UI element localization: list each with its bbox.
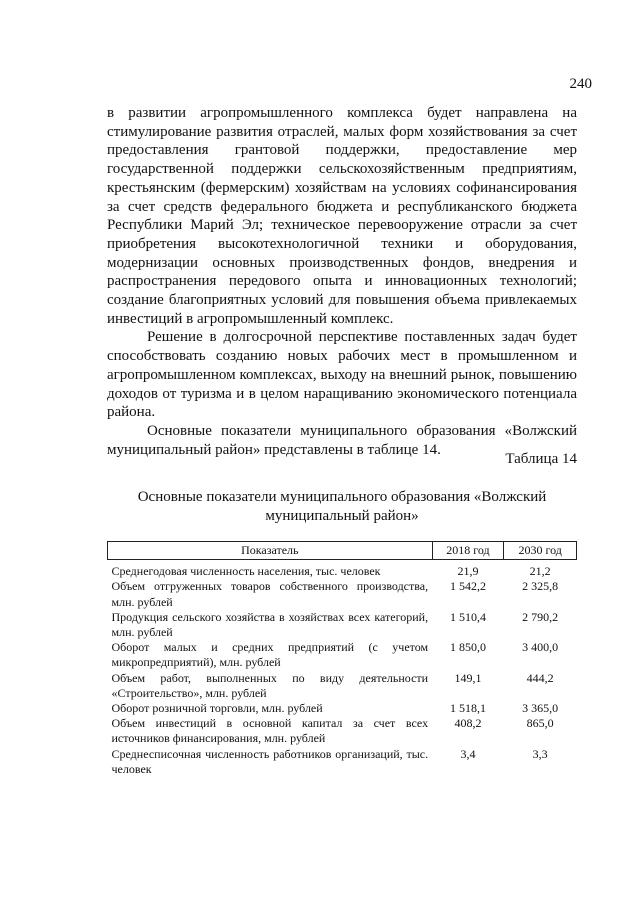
column-header-indicator: Показатель [108, 542, 433, 560]
value-2018: 3,4 [460, 746, 476, 761]
table-row [108, 640, 577, 670]
page-number: 240 [569, 76, 592, 92]
table-row [108, 579, 577, 609]
value-2030: 2 325,8 [522, 579, 559, 594]
value-2030: 3 365,0 [522, 701, 559, 716]
value-2030: 865,0 [526, 716, 554, 731]
table-caption: Таблица 14 [505, 451, 577, 467]
indicator-name: Среднесписочная численность работников организаций, тыс. человек [111, 746, 429, 776]
indicator-name: Продукция сельского хозяйства в хозяйствах всех категорий, млн. рублей [111, 609, 429, 640]
paragraph-1: в развитии агропромышленного комплекса будет направлена на стимулирование развития отраслей, малых форм хозяйствования за счет предоставления грантовой поддержки, предоставление мер государственной поддержки сельскохозяйственным предприятиям, крестьянским (фермерским) хозяйствам на условиях софинансирования за счет средств федерального бюджета и республиканского бюджета Республики Марий Эл; техническое перевооружение отрасли за счет приобретения высокотехнологичной техники и оборудования, модернизации основных производственных фондов, внедрения и распространения передового опыта и инновационных технологий; создание благоприятных условий для повышения объема привлекаемых инвестиций в агропромышленный комплекс. [107, 105, 577, 327]
indicators-table [107, 541, 577, 777]
value-2030: 2 790,2 [522, 609, 559, 624]
value-2018: 1 850,0 [449, 640, 486, 655]
table-row [108, 701, 577, 716]
table-title: Основные показатели муниципального образования «Волжский муниципальный район» [137, 489, 547, 524]
table-header-row [108, 542, 577, 560]
indicator-name: Среднегодовая численность населения, тыс. человек [111, 564, 381, 579]
indicator-name: Объем инвестиций в основной капитал за счет всех источников финансирования, млн. рублей [111, 716, 429, 746]
indicator-name: Оборот розничной торговли, млн. рублей [111, 701, 323, 716]
value-2018: 149,1 [454, 670, 482, 685]
indicator-name: Объем отгруженных товаров собственного производства, млн. рублей [111, 579, 429, 609]
value-2030: 21,2 [529, 564, 551, 579]
table-row [108, 716, 577, 746]
paragraph-2: Решение в долгосрочной перспективе поставленных задач будет способствовать созданию новых рабочих мест в промышленном и агропромышленном комплексах, выходу на внешний рынок, повышению доходов от туризма и в целом наращиванию экономического потенциала района. [107, 329, 577, 421]
column-header-2018: 2018 год [432, 542, 504, 560]
value-2030: 3 400,0 [522, 640, 559, 655]
value-2018: 1 542,2 [449, 579, 486, 594]
table-row [108, 671, 577, 701]
value-2018: 1 518,1 [449, 701, 486, 716]
column-header-2030: 2030 год [504, 542, 577, 560]
value-2018: 408,2 [454, 716, 482, 731]
value-2030: 3,3 [532, 746, 548, 761]
table-row [108, 747, 577, 777]
value-2018: 21,9 [457, 564, 479, 579]
body-text [107, 104, 577, 459]
table-row [108, 560, 577, 580]
table-row [108, 610, 577, 640]
indicator-name: Оборот малых и средних предприятий (с учетом микропредприятий), млн. рублей [111, 640, 429, 670]
value-2018: 1 510,4 [449, 609, 486, 624]
indicator-name: Объем работ, выполненных по виду деятельности «Строительство», млн. рублей [111, 670, 429, 700]
paragraph-3: Основные показатели муниципального образования «Волжский муниципальный район» представлены в таблице 14. [107, 422, 577, 458]
value-2030: 444,2 [526, 670, 554, 685]
